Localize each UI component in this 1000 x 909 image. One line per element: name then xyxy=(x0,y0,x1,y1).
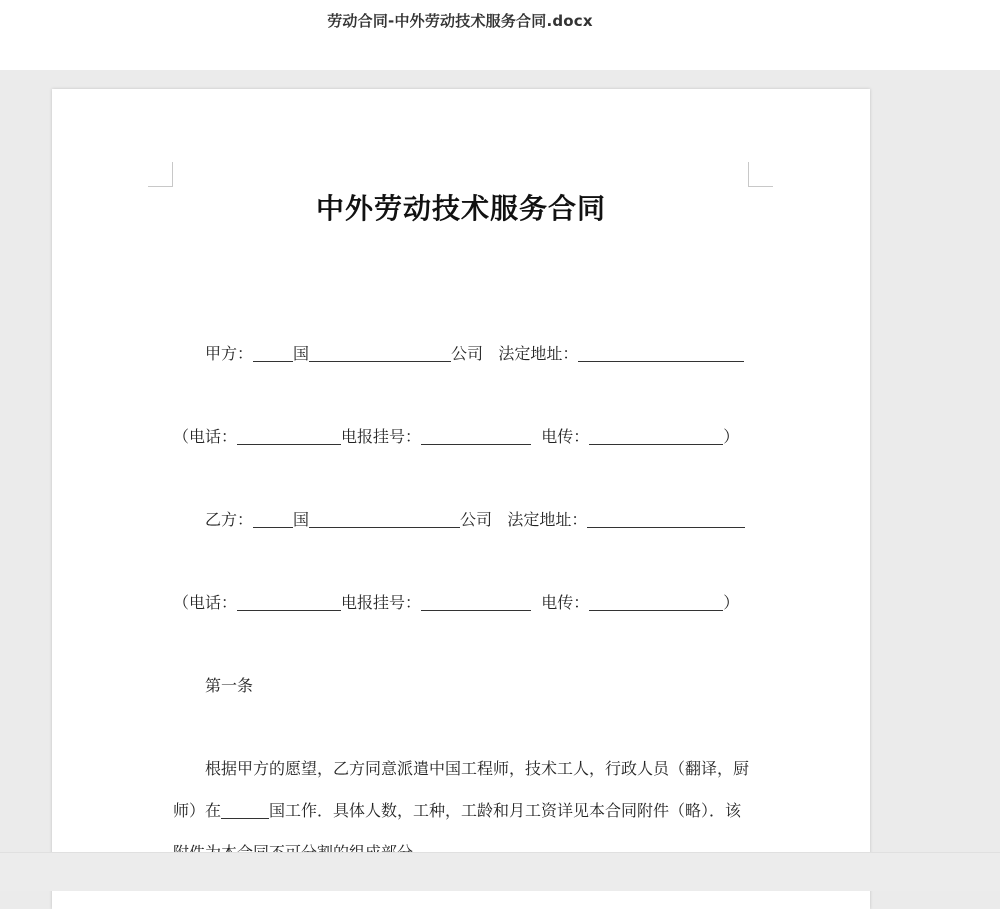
party-b-label: 乙方： xyxy=(205,510,254,529)
page-margin-corner-top-left xyxy=(148,162,173,187)
party-b-address-label: 法定地址： xyxy=(507,510,588,529)
party-b-country-suffix: 国 xyxy=(293,510,310,529)
party-a-country-suffix: 国 xyxy=(293,344,310,363)
title-bar xyxy=(0,0,1000,70)
party-a-contact-line xyxy=(173,426,749,448)
party-b-address-blank xyxy=(587,511,745,528)
paragraph-line-2-end: 国工作．具体人数，工种，工龄和月工资详见本合同附件（略）．该 xyxy=(269,801,742,820)
party-a-company-suffix: 公司 xyxy=(451,344,484,363)
party-b-telegraph-label: 电报挂号： xyxy=(341,593,422,612)
party-a-fax-blank xyxy=(589,428,723,445)
party-b-telegraph-blank xyxy=(421,594,531,611)
party-a-fax-label: 电传： xyxy=(541,427,590,446)
paragraph-line-1: 根据甲方的愿望，乙方同意派遣中国工程师，技术工人，行政人员（翻译，厨 xyxy=(205,759,750,778)
bottom-toolbar xyxy=(0,852,1000,891)
party-b-fax-label: 电传： xyxy=(541,593,590,612)
party-a-country-blank xyxy=(253,345,293,362)
party-b-fax-blank xyxy=(589,594,723,611)
party-a-line xyxy=(205,343,749,365)
party-b-contact-line xyxy=(173,592,749,614)
document-file-title: 劳动合同-中外劳动技术服务合同.docx xyxy=(327,12,593,30)
page-margin-corner-top-right xyxy=(748,162,773,187)
contract-heading: 中外劳动技术服务合同 xyxy=(315,192,606,225)
party-b-phone-blank xyxy=(237,594,341,611)
party-b-company-suffix: 公司 xyxy=(460,510,493,529)
party-a-telegraph-blank xyxy=(421,428,531,445)
article-1-heading xyxy=(205,675,405,697)
article-1-label: 第一条 xyxy=(205,676,254,695)
paragraph-line-2-start: 师）在 xyxy=(173,801,222,820)
party-b-country-blank xyxy=(253,511,293,528)
party-a-company-blank xyxy=(309,345,451,362)
party-a-phone-label: （电话： xyxy=(173,427,238,446)
party-b-line xyxy=(205,509,749,531)
document-viewport[interactable] xyxy=(0,70,1000,852)
party-b-company-blank xyxy=(309,511,460,528)
work-country-blank xyxy=(221,802,269,819)
party-a-address-label: 法定地址： xyxy=(498,344,579,363)
paragraph-line-2 xyxy=(173,800,749,822)
document-page xyxy=(52,89,870,909)
party-b-phone-label: （电话： xyxy=(173,593,238,612)
party-b-contact-close: ） xyxy=(723,593,740,612)
party-a-contact-close: ） xyxy=(723,427,740,446)
party-a-address-blank xyxy=(578,345,744,362)
party-a-telegraph-label: 电报挂号： xyxy=(341,427,422,446)
party-a-label: 甲方： xyxy=(205,344,254,363)
party-a-phone-blank xyxy=(237,428,341,445)
